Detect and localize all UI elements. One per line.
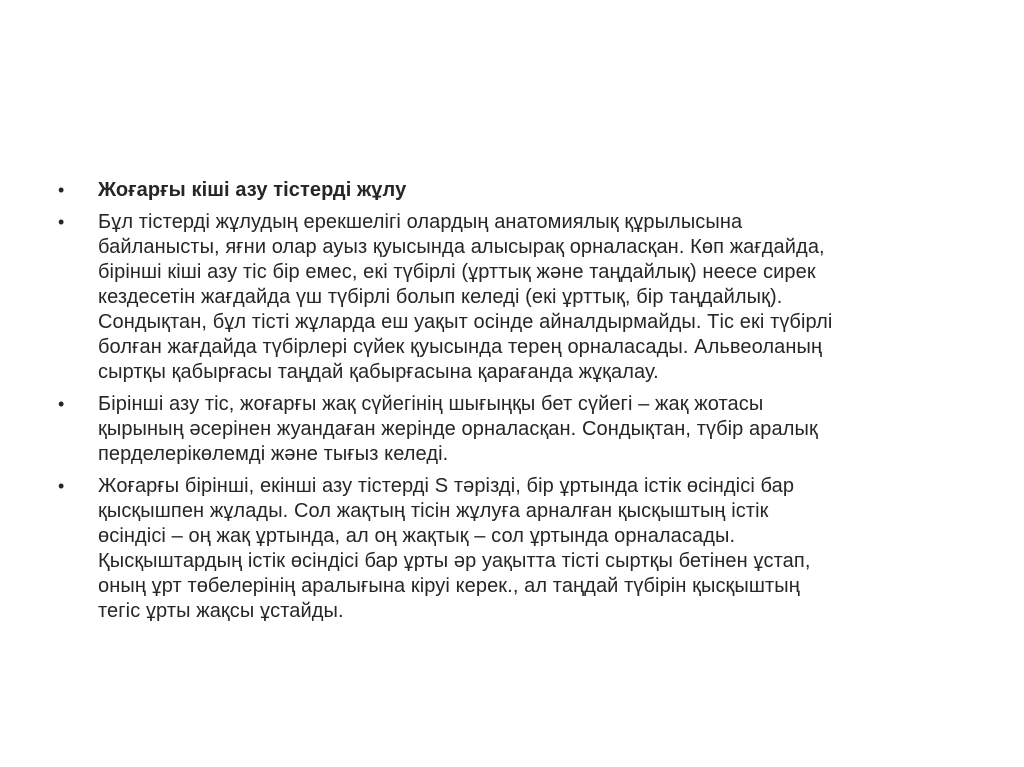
paragraph-text: Жоғарғы бірінші, екінші азу тістерді S тәрізді, бір ұртында істік өсіндісі бар қысқышпен жұлады. Сол жақтың тісін жұлуға арналған қысқыштың істік өсіндісі – оң жақ ұртында, ал оң жақтық – сол ұртында орналасады. Қысқыштардың істік өсіндісі бар ұрты әр уақытта тісті сыртқы бетінен ұстап, оның ұрт төбелерінің аралығына кіруі керек., ал таңдай түбірін қысқыштың тегіс ұрты жақсы ұстайды.: [98, 475, 811, 622]
bullet-item-3: [58, 474, 958, 624]
heading-text: Жоғарғы кіші азу тістерді жұлу: [98, 179, 407, 201]
paragraph-text: Бірінші азу тіс, жоғарғы жақ сүйегінің шығыңқы бет сүйегі – жақ жотасы қырының әсерінен жуандаған жерінде орналасқан. Сондықтан, түбір аралық перделерікөлемді және тығыз келеді.: [98, 393, 818, 465]
paragraph-text: Бұл тістерді жұлудың ерекшелігі олардың анатомиялық құрылысына байланысты, яғни олар ауыз қуысында алысырақ орналасқан. Көп жағдайда, бірінші кіші азу тіс бір емес, екі түбірлі (ұрттық және таңдайлық) неесе сирек кездесетін жағдайда үш түбірлі болып келеді (екі ұрттық, бір таңдайлық). Сондықтан, бұл тісті жұларда еш уақыт осінде айналдырмайды. Тіс екі түбірлі болған жағдайда түбірлері сүйек қуысында терең орналасады. Альвеоланың сыртқы қабырғасы таңдай қабырғасына қарағанда жұқалау.: [98, 211, 833, 383]
bullet-item-1: [58, 210, 958, 385]
bullet-icon: •: [58, 212, 65, 232]
bullet-item-2: [58, 392, 958, 467]
bullet-list: [58, 178, 958, 631]
bullet-icon: •: [58, 394, 65, 414]
bullet-icon: •: [58, 476, 65, 496]
bullet-item-heading: [58, 178, 958, 203]
bullet-icon: •: [58, 180, 65, 200]
